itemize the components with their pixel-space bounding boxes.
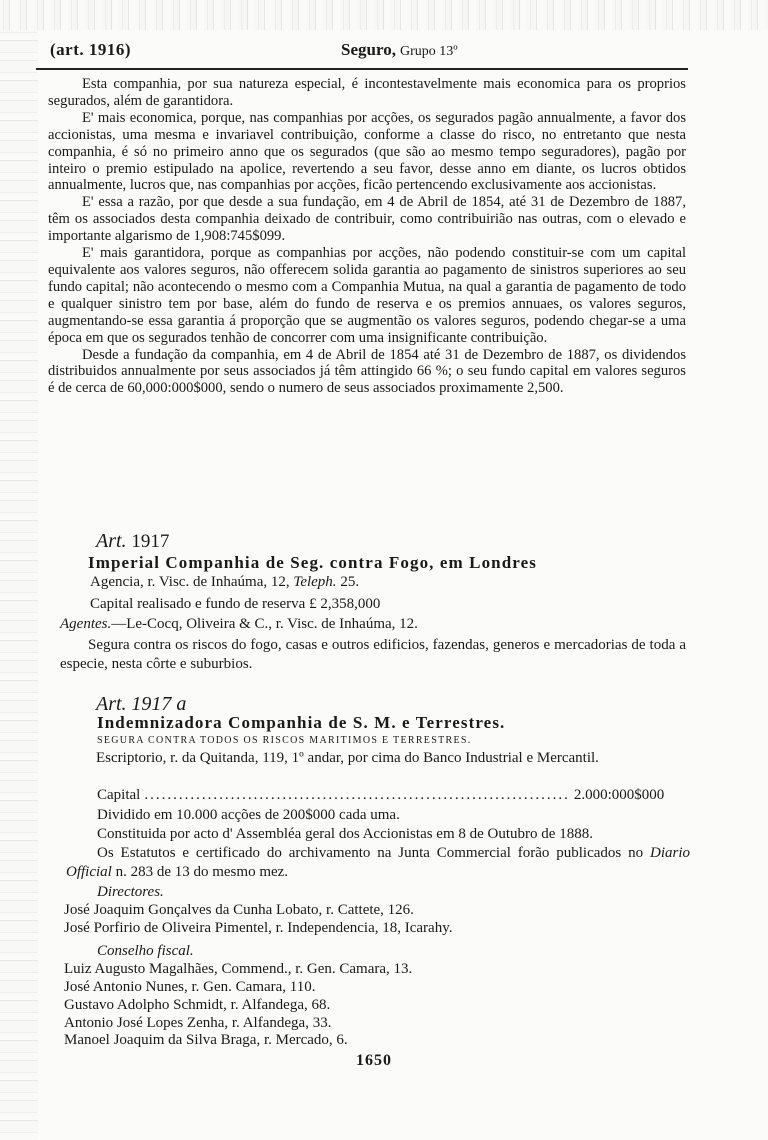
- escriptorio-line: Escriptorio, r. da Quitanda, 119, 1º andar, por cima do Banco Industrial e Mercantil.: [96, 750, 599, 766]
- page-number: 1650: [356, 1052, 392, 1069]
- conselho-member-5: Manoel Joaquim da Silva Braga, r. Mercado, 6.: [64, 1032, 348, 1048]
- constituida-line: Constituida por acto d' Assembléa geral dos Accionistas em 8 de Outubro de 1888.: [97, 826, 593, 842]
- header-section: Seguro,: [341, 40, 396, 59]
- dividido-line: Dividido em 10.000 acções de 200$000 cada uma.: [97, 807, 400, 823]
- paragraph-guarantee: E' mais garantidora, porque as companhias por acções, não podendo constituir-se com um capital equivalente aos valores seguros, não offerecem solida garantia ao pagamento de sinistros superiores ao seu fundo capital; não acontecendo o mesmo com a Companhia Mutua, na qual a garantia de pagamento de todo e qualquer sinistro tem por base, além do fundo de reserva e os premios annuaes, os valores seguros, augmentando-se essa garantia á proporção que se augmentão os valores seguros, podendo chegar-se a uma época em que os segurados tenhão de concorrer com uma insignificante contribuição.: [48, 245, 686, 346]
- header-group: Grupo 13º: [399, 44, 458, 59]
- conselho-label: Conselho fiscal.: [97, 943, 194, 959]
- capital-label: Capital: [97, 787, 141, 803]
- diario-rest: n. 283 de 13 do mesmo mez.: [115, 863, 289, 880]
- mutual-company-text: [48, 76, 686, 397]
- directores-heading: [97, 884, 164, 901]
- article-1917-heading: [96, 530, 169, 553]
- imperial-description: Segura contra os riscos do fogo, casas e outros edificios, fazendas, generos e mercadorias de toda a especie, nesta côrte e suburbios.: [60, 637, 686, 672]
- paragraph-dividends: Desde a fundação da companhia, em 4 de Abril de 1854 até 31 de Dezembro de 1887, os dividendos distribuidos annualmente por seus associados já têm attingido 66 %; o seu fundo capital em valores seguros é de cerca de 60,000:000$000, sendo o numero de seus associados proximamente 2,500.: [48, 346, 686, 397]
- header-article-ref: (art. 1916): [50, 40, 132, 59]
- teleph-label: Teleph.: [293, 574, 337, 590]
- conselho-member-2: José Antonio Nunes, r. Gen. Camara, 110.: [64, 979, 316, 995]
- conselho-member-3: Gustavo Adolpho Schmidt, r. Alfandega, 68.: [64, 997, 331, 1013]
- paragraph-savings: E' essa a razão, por que desde a sua fundação, em 4 de Abril de 1854, até 31 de Dezembro de 1887, têm os associados desta companhia deixado de contribuir, como contribuirião nas outras, com o elevado e importante algarismo de 1,908:745$099.: [48, 194, 686, 245]
- diario-official: Diario Official: [66, 845, 690, 880]
- agencia-line: [90, 574, 359, 591]
- conselho-heading: [97, 943, 194, 960]
- dot-leader: ..........................................................................: [144, 787, 570, 803]
- header-title: [341, 40, 458, 60]
- scan-edge-top: [0, 0, 768, 30]
- directores-label: Directores.: [97, 884, 164, 900]
- article-word: Art.: [96, 693, 127, 715]
- agentes-label: Agentes.: [60, 616, 112, 632]
- company-imperial: Imperial Companhia de Seg. contra Fogo, em Londres: [88, 553, 537, 572]
- scan-edge-left: [0, 30, 38, 1140]
- capital-value: 2.000:000$000: [573, 787, 665, 803]
- company-subtitle: SEGURA CONTRA TODOS OS RISCOS MARITIMOS E TERRESTRES.: [97, 735, 472, 746]
- teleph-number: 25.: [340, 574, 360, 590]
- article-word: Art.: [96, 530, 127, 552]
- paragraph-intro: Esta companhia, por sua natureza especial, é incontestavelmente mais economica para os proprios segurados, além de garantidora.: [48, 76, 686, 109]
- agentes-line: [60, 616, 418, 633]
- conselho-member-4: Antonio José Lopes Zenha, r. Alfandega, 33.: [64, 1015, 332, 1031]
- estatutos-line: [66, 844, 690, 881]
- company-indemnizadora: Indemnizadora Companhia de S. M. e Terrestres.: [97, 713, 506, 732]
- director-2: José Porfirio de Oliveira Pimentel, r. Independencia, 18, Icarahy.: [64, 920, 453, 936]
- agencia-address: Agencia, r. Visc. de Inhaúma, 12,: [90, 574, 290, 590]
- paragraph-economy: E' mais economica, porque, nas companhias por acções, os segurados pagão annualmente, a favor dos accionistas, uma mesma e invariavel contribuição, conforme a classe do risco, no entretanto que nesta companhia, é só no primeiro anno que os segurados (que são ao mesmo tempo seguradores), pagão por inteiro o premio estipulado na apolice, revertendo a seu favor, desse anno em diante, os lucros obtidos annualmente, lucros que, nas companhias por acções, ficão pertencendo exclusivamente aos accionistas.: [48, 109, 686, 194]
- capital-line: Capital realisado e fundo de reserva £ 2,358,000: [90, 596, 381, 612]
- page-header: [36, 38, 688, 70]
- estatutos-text: Os Estatutos e certificado do archivamento na Junta Commercial forão publicados no: [97, 845, 644, 861]
- agentes-text: —Le-Cocq, Oliveira & C., r. Visc. de Inhaúma, 12.: [111, 616, 418, 632]
- director-1: José Joaquim Gonçalves da Cunha Lobato, r. Cattete, 126.: [64, 902, 414, 918]
- conselho-member-1: Luiz Augusto Magalhães, Commend., r. Gen. Camara, 13.: [64, 961, 413, 977]
- capital-row: [97, 787, 665, 804]
- article-number: 1917: [131, 531, 170, 552]
- article-number: 1917 a: [131, 693, 187, 715]
